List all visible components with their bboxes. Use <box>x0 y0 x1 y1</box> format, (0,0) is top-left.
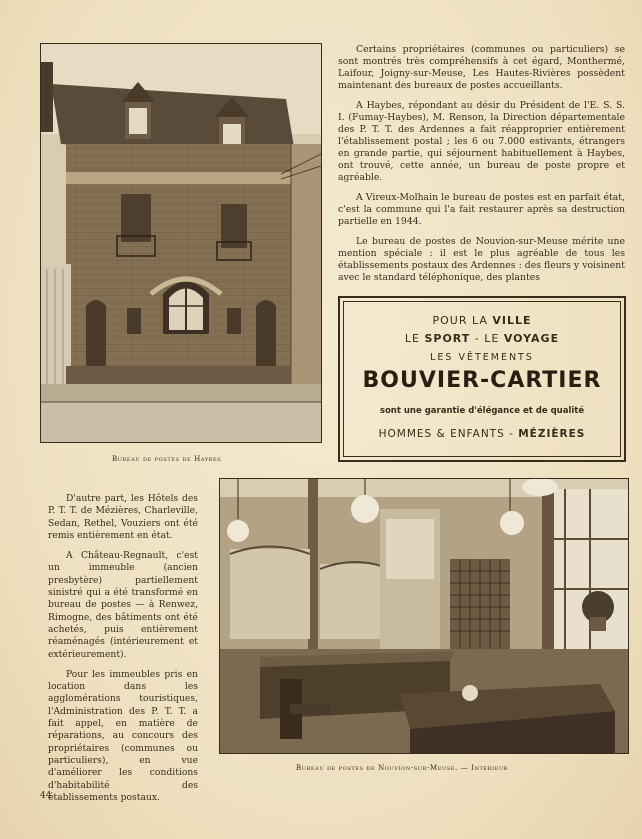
page-number: 44 <box>40 791 52 801</box>
paragraph: Pour les immeubles pris en location dans les agglomérations touristiques, l'Administration des P. T. T. a fait appel, en matière de réparations, au concours des propriétaires (communes ou particuliers), en vue d'améliorer les conditions d'habitabilité des établissements postaux. <box>48 668 198 803</box>
advert-inner-border <box>343 301 621 457</box>
bouvier-cartier-advertisement <box>338 296 626 462</box>
advert-text: - LE <box>470 332 504 345</box>
photo-caption-nouvion: Bureau de postes de Nouvion-sur-Meuse. — Intérieur <box>296 764 509 772</box>
advert-text-bold: VOYAGE <box>503 332 560 345</box>
advert-text-bold: VILLE <box>492 314 532 327</box>
article-right-column <box>338 44 625 292</box>
advert-line-city <box>344 314 620 327</box>
advert-text: HOMMES & ENFANTS - <box>378 428 519 440</box>
paragraph: Certains propriétaires (communes ou particuliers) se sont montrés très compréhensifs à cet égard, Monthermé, Laifour, Joigny-sur-Meuse, Les Hautes-Rivières possèdent maintenant des bureaux de postes accueillants. <box>338 44 625 91</box>
advert-text-bold: MÉZIÈRES <box>518 428 586 440</box>
advert-text: sont une garantie d' <box>379 406 477 416</box>
advert-text: élégance <box>476 406 521 416</box>
advert-brand-name: BOUVIER-CARTIER <box>362 368 602 393</box>
advert-line-location <box>344 428 620 440</box>
paragraph: A Haybes, répondant au désir du Président de l'E. S. S. I. (Fumay-Haybes), M. Renson, la Direction départementale des P. T. T. des Ardennes a fait réapproprier entièrement l'établissement postal ; les 6 ou 7.000 estivants, étrangers en grande partie, qui séjournent habituellement à Haybes, ont trouvé, cette année, un bureau de poste propre et agréable. <box>338 100 625 183</box>
paragraph: A Vireux-Molhain le bureau de postes est en parfait état, c'est la commune qui l'a fait restaurer après sa destruction partielle en 1944. <box>338 192 625 227</box>
paragraph: D'autre part, les Hôtels des P. T. T. de Mézières, Charleville, Sedan, Rethel, Vouziers ont été remis entièrement en état. <box>48 493 198 541</box>
paragraph: Le bureau de postes de Nouvion-sur-Meuse mérite une mention spéciale : il est le plus agréable de tous les établissements postaux des Ardennes : des fleurs y voisinent avec le standard téléphonique, des plantes <box>338 236 625 283</box>
nouvion-post-office-interior-photo <box>219 478 629 754</box>
advert-line-guarantee <box>344 406 620 416</box>
advert-line-clothing: LES VÊTEMENTS <box>430 352 534 363</box>
advert-text: LE <box>404 332 425 345</box>
haybes-post-office-photo <box>40 43 322 443</box>
photo-caption-haybes: Bureau de postes de Haybes <box>112 455 222 463</box>
advert-text: qualité <box>550 406 585 416</box>
advert-text-bold: SPORT <box>424 332 471 345</box>
paragraph: A Château-Regnault, c'est un immeuble (ancien presbytère) partiellement sinistré qui a été transformé en bureau de postes — à Renwez, Rimogne, des bâtiments ont été achetés, puis entièrement réaménagés (intérieurement et extérieurement). <box>48 550 198 660</box>
advert-text: et de <box>520 406 551 416</box>
advert-line-sport-travel <box>344 332 620 345</box>
article-left-column <box>48 493 198 812</box>
advert-text: POUR LA <box>432 314 493 327</box>
